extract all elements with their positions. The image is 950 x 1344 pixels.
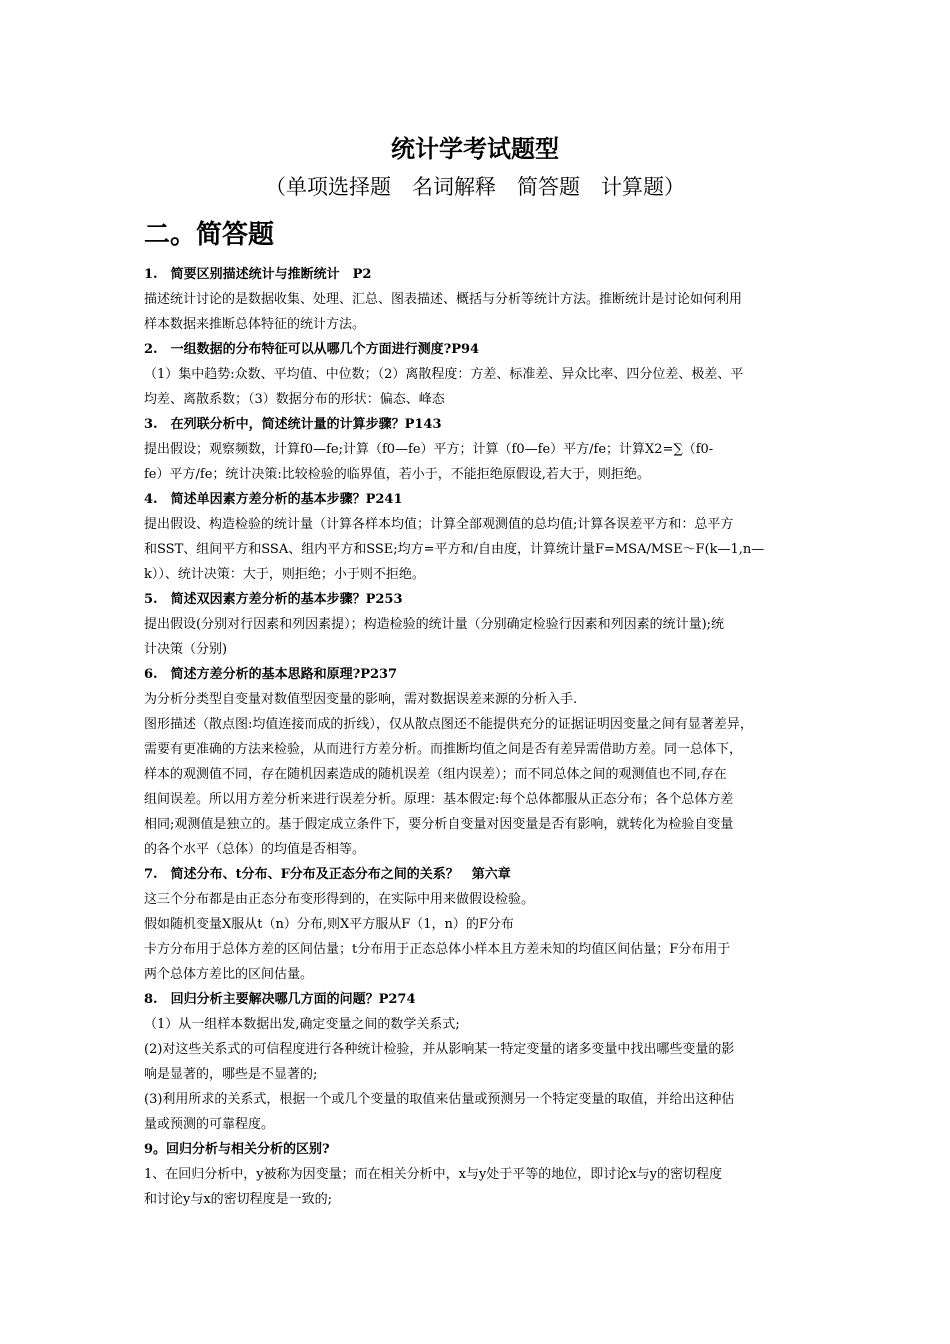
answer-line: 响是显著的，哪些是不显著的; bbox=[144, 1067, 318, 1082]
answer-line: (2)对这些关系式的可信程度进行各种统计检验，并从影响某一特定变量的诸多变量中找出哪些变量的影 bbox=[144, 1042, 735, 1057]
answer-line: 1、在回归分析中，y被称为因变量；而在相关分析中，x与y处于平等的地位，即讨论x与y的密切程度 bbox=[144, 1167, 722, 1182]
answer-line: 卡方分布用于总体方差的区间估量；t分布用于正态总体小样本且方差未知的均值区间估量；F分布用于 bbox=[144, 942, 731, 957]
document-title: 统计学考试题型 bbox=[391, 134, 559, 163]
answer-line: 和SST、组间平方和SSA、组内平方和SSE;均方=平方和/自由度，计算统计量F=MSA/MSE～F(k—1,n— bbox=[144, 542, 765, 557]
question-line: 1. 简要区别描述统计与推断统计 P2 bbox=[144, 267, 372, 282]
answer-line: 组间误差。所以用方差分析来进行误差分析。原理：基本假定:每个总体都服从正态分布；各个总体方差 bbox=[144, 792, 734, 807]
answer-line: 均差、离散系数；（3）数据分布的形状：偏态、峰态 bbox=[144, 392, 445, 407]
answer-line: 这三个分布都是由正态分布变形得到的，在实际中用来做假设检验。 bbox=[144, 892, 535, 907]
answer-line: 提出假设、构造检验的统计量（计算各样本均值；计算全部观测值的总均值;计算各误差平方和：总平方 bbox=[144, 517, 734, 532]
question-line: 6. 简述方差分析的基本思路和原理?P237 bbox=[144, 667, 398, 682]
section-heading: 二。简答题 bbox=[144, 220, 275, 250]
document-subtitle: （单项选择题 名词解释 简答题 计算题） bbox=[265, 175, 685, 199]
question-line: 4. 简述单因素方差分析的基本步骤？P241 bbox=[144, 492, 403, 507]
answer-line: 提出假设(分别对行因素和列因素提）；构造检验的统计量（分别确定检验行因素和列因素的统计量);统 bbox=[144, 617, 725, 632]
answer-line: 样本的观测值不同，存在随机因素造成的随机误差（组内误差）；而不同总体之间的观测值也不同,存在 bbox=[144, 767, 727, 782]
answer-line: 样本数据来推断总体特征的统计方法。 bbox=[144, 317, 366, 332]
answer-line: (3)利用所求的关系式，根据一个或几个变量的取值来估量或预测另一个特定变量的取值，并给出这种估 bbox=[144, 1092, 735, 1107]
answer-line: 图形描述（散点图:均值连接而成的折线），仅从散点图还不能提供充分的证据证明因变量之间有显著差异， bbox=[144, 717, 753, 732]
answer-line: 计决策（分别) bbox=[144, 642, 228, 657]
question-line: 9。回归分析与相关分析的区别? bbox=[144, 1142, 330, 1157]
answer-line: 需要有更准确的方法来检验，从而进行方差分析。而推断均值之间是否有差异需借助方差。同一总体下， bbox=[144, 742, 743, 757]
answer-line: 为分析分类型自变量对数值型因变量的影响，需对数据误差来源的分析入手. bbox=[144, 692, 578, 707]
answer-line: 描述统计讨论的是数据收集、处理、汇总、图表描述、概括与分析等统计方法。推断统计是讨论如何利用 bbox=[144, 292, 743, 307]
answer-line: 和讨论y与x的密切程度是一致的; bbox=[144, 1192, 333, 1207]
answer-line: 量或预测的可靠程度。 bbox=[144, 1117, 275, 1132]
answer-line: （1）集中趋势:众数、平均值、中位数；（2）离散程度：方差、标准差、异众比率、四分位差、极差、平 bbox=[144, 367, 744, 382]
answer-line: 假如随机变量X服从t（n）分布,则X平方服从F（1，n）的F分布 bbox=[144, 917, 514, 932]
answer-line: 提出假设；观察频数，计算f0—fe;计算（f0—fe）平方；计算（f0—fe）平方/fe；计算X2=∑（f0- bbox=[144, 442, 714, 457]
answer-line: 的各个水平（总体）的均值是否相等。 bbox=[144, 842, 366, 857]
question-line: 7. 简述分布、t分布、F分布及正态分布之间的关系？ 第六章 bbox=[144, 867, 511, 882]
answer-line: 相同;观测值是独立的。基于假定成立条件下，要分析自变量对因变量是否有影响，就转化为检验自变量 bbox=[144, 817, 734, 832]
answer-line: fe）平方/fe；统计决策:比较检验的临界值，若小于，不能拒绝原假设,若大于，则拒绝。 bbox=[144, 467, 650, 482]
question-line: 5. 简述双因素方差分析的基本步骤？P253 bbox=[144, 592, 403, 607]
answer-line: k））、统计决策：大于，则拒绝；小于则不拒绝。 bbox=[144, 567, 425, 582]
question-line: 3. 在列联分析中，简述统计量的计算步骤？P143 bbox=[144, 417, 442, 432]
answer-line: （1）从一组样本数据出发,确定变量之间的数学关系式; bbox=[144, 1017, 460, 1032]
question-line: 8. 回归分析主要解决哪几方面的问题？P274 bbox=[144, 992, 416, 1007]
document-body bbox=[144, 262, 814, 1212]
answer-line: 两个总体方差比的区间估量。 bbox=[144, 967, 314, 982]
question-line: 2. 一组数据的分布特征可以从哪几个方面进行测度?P94 bbox=[144, 342, 480, 357]
